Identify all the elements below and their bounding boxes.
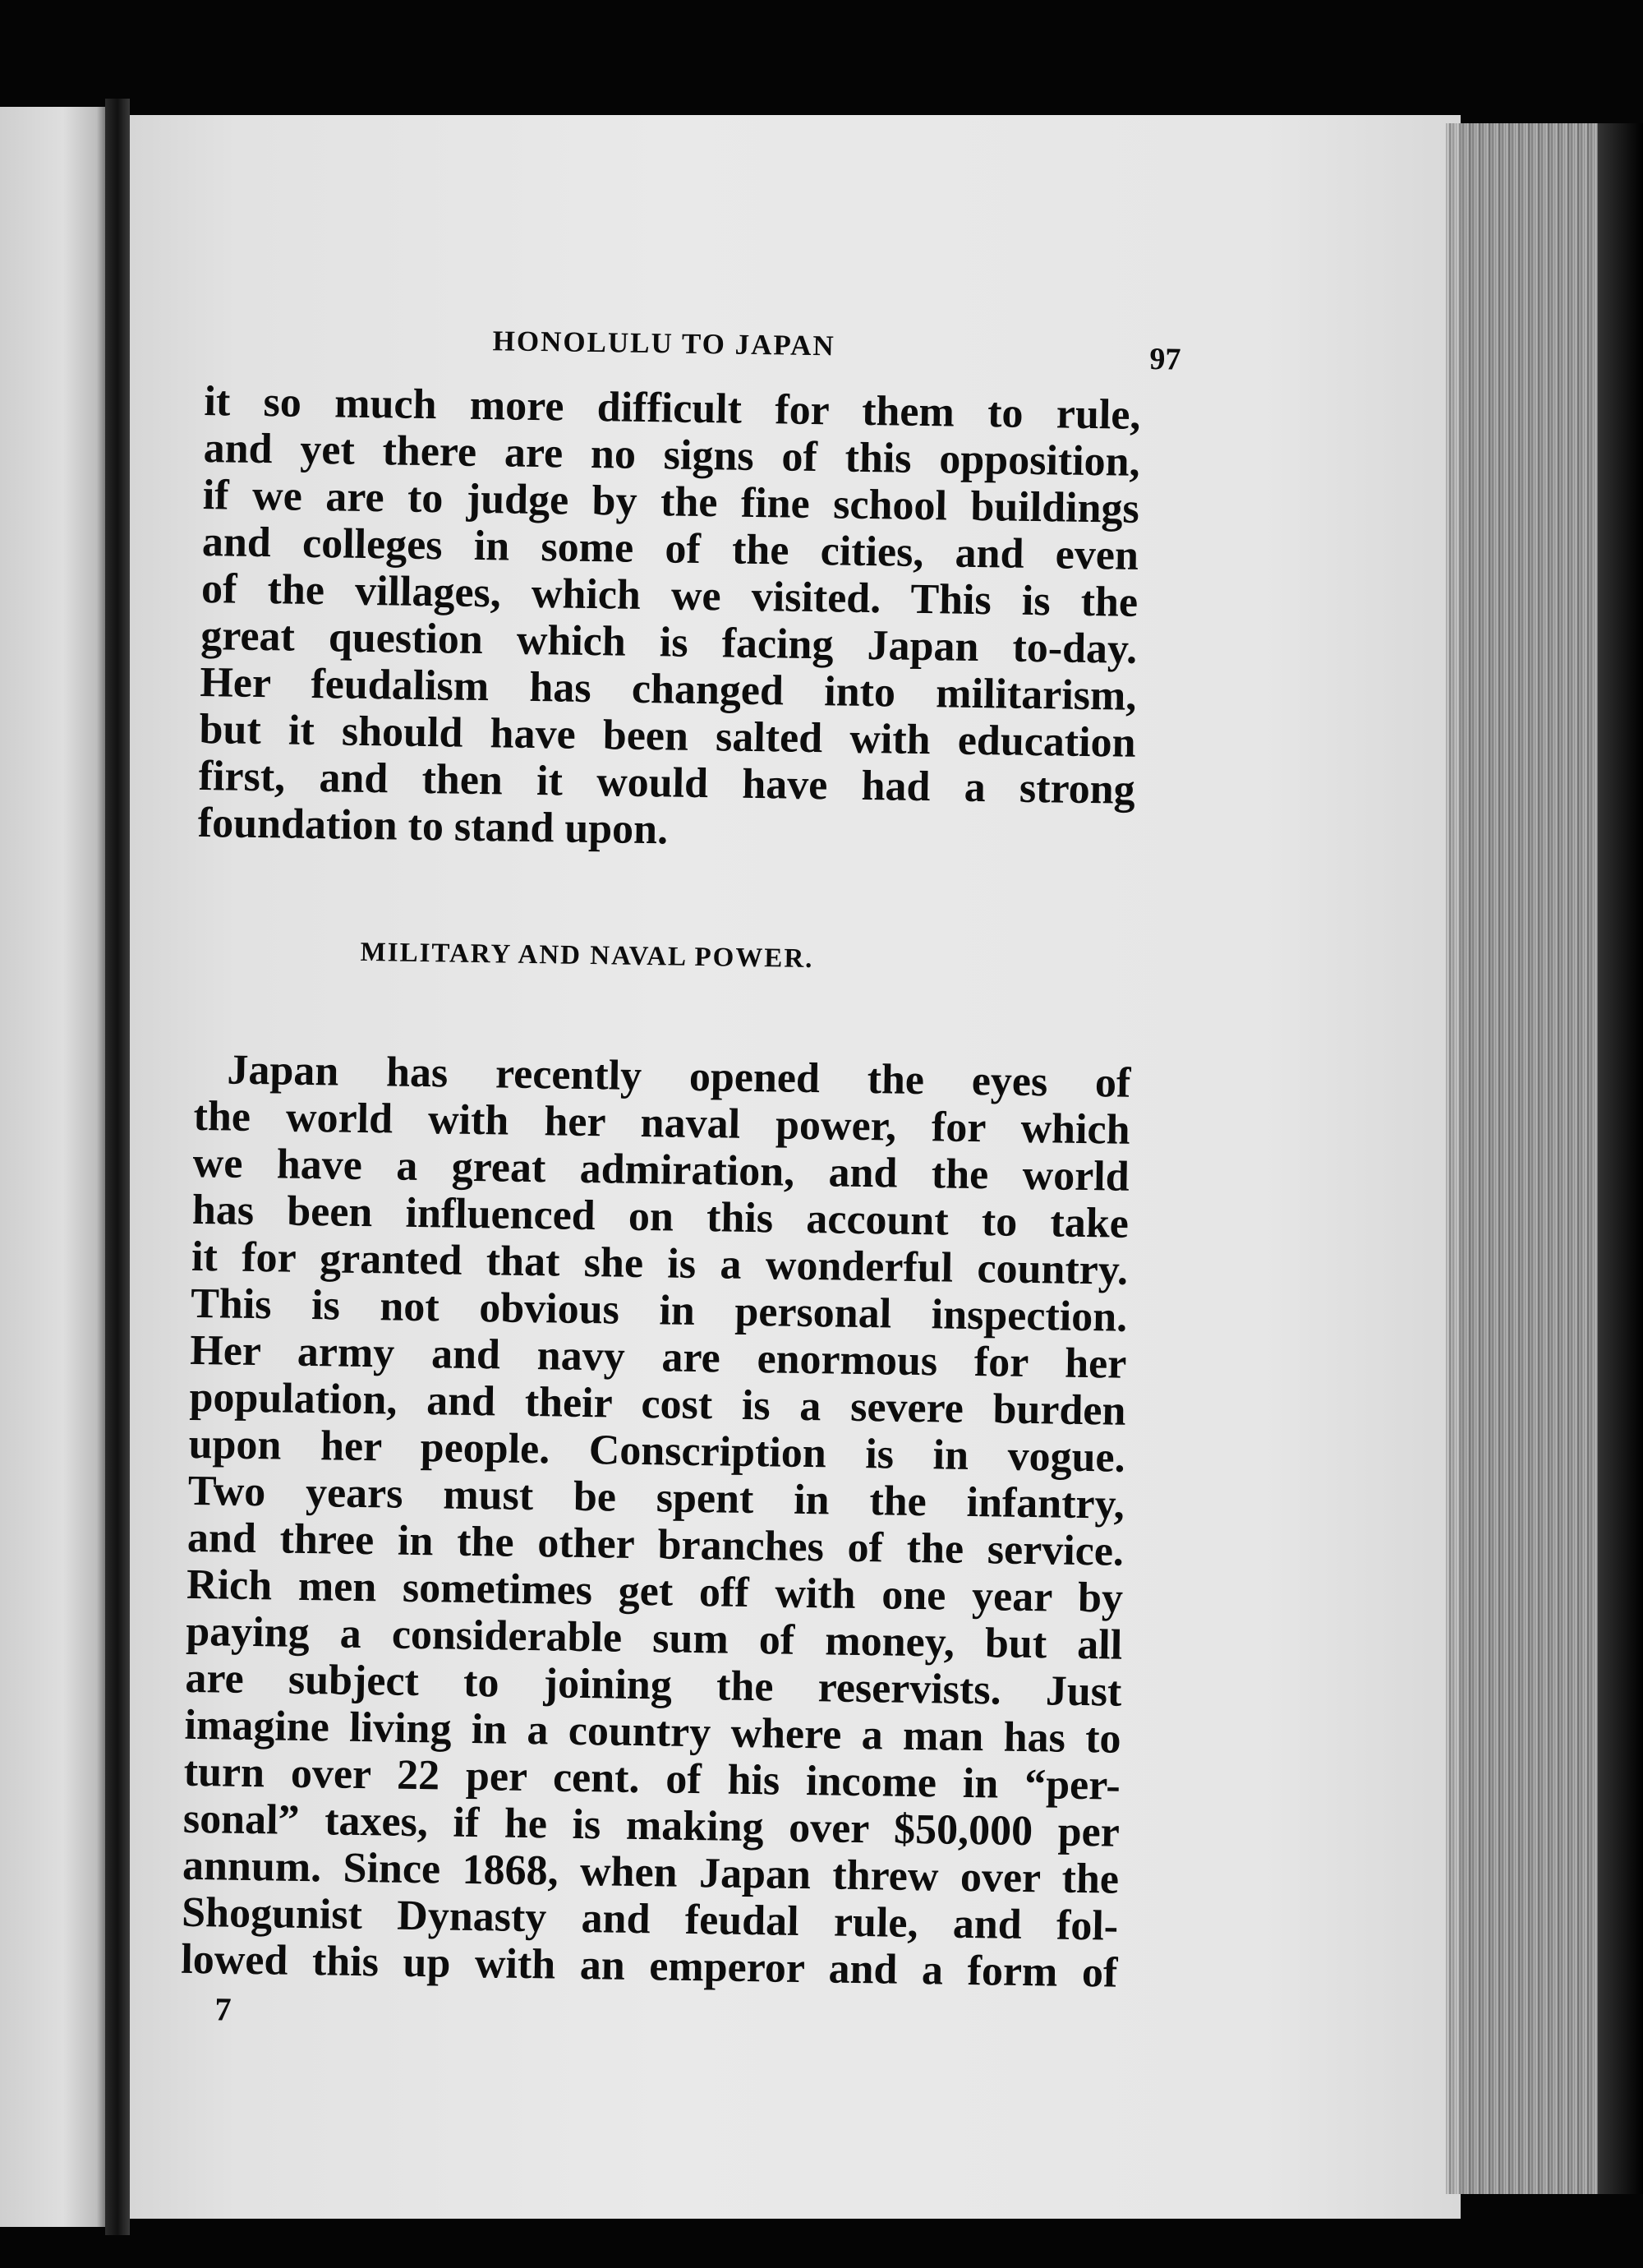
paragraph-1 xyxy=(198,378,1174,860)
text-line: of the villages, which we visited. This is the xyxy=(200,565,1139,626)
text-line: paying a considerable sum of money, but all xyxy=(185,1607,1123,1669)
text-line: and yet there are no signs of this opposition, xyxy=(203,424,1140,486)
text-line: it so much more difficult for them to rule, xyxy=(204,377,1141,439)
text-line: turn over 22 per cent. of his income in “per- xyxy=(183,1748,1121,1809)
page-edges-shadow xyxy=(1598,123,1643,2194)
text-line: but it should have been salted with education xyxy=(199,705,1136,767)
text-line: has been influenced on this account to take xyxy=(191,1186,1130,1247)
text-line: sonal” taxes, if he is making over $50,000 per xyxy=(182,1795,1121,1856)
text-line: Rich men sometimes get off with one year by xyxy=(186,1560,1124,1622)
text-line: Two years must be spent in the infantry, xyxy=(187,1467,1125,1528)
text-line: upon her people. Conscription is in vogue. xyxy=(188,1420,1126,1482)
text-line: This is not obvious in personal inspection. xyxy=(190,1279,1128,1341)
page-text-block xyxy=(180,320,1181,2042)
section-heading: MILITARY AND NAVAL POWER. xyxy=(360,937,814,975)
text-line: and colleges in some of the cities, and even xyxy=(201,518,1139,579)
text-line: imagine living in a country where a man has to xyxy=(184,1701,1121,1763)
text-line: great question which is facing Japan to-day. xyxy=(200,611,1138,673)
text-line: if we are to judge by the fine school buildings xyxy=(202,471,1140,532)
text-line: and three in the other branches of the service. xyxy=(186,1514,1125,1575)
text-line: foundation to stand upon. xyxy=(197,799,669,854)
signature-mark: 7 xyxy=(214,1990,232,2028)
text-line: it for granted that she is a wonderful country. xyxy=(191,1233,1129,1294)
text-line: annum. Since 1868, when Japan threw over the xyxy=(182,1842,1120,1903)
page-edges xyxy=(1446,123,1610,2194)
text-line: the world with her naval power, for which xyxy=(193,1092,1130,1154)
text-line: Shogunist Dynasty and feudal rule, and fol- xyxy=(181,1888,1119,1950)
text-line: are subject to joining the reservists. Just xyxy=(185,1654,1122,1716)
text-line: lowed this up with an emperor and a form of xyxy=(180,1935,1118,1997)
text-line: population, and their cost is a severe burden xyxy=(189,1373,1126,1435)
text-line: Her feudalism has changed into militarism, xyxy=(200,658,1137,720)
text-line: first, and then it would have had a strong xyxy=(198,752,1136,814)
facing-page-edge xyxy=(0,107,105,2227)
text-line: Japan has recently opened the eyes of xyxy=(227,1046,1131,1107)
text-line: Her army and navy are enormous for her xyxy=(189,1326,1127,1388)
running-title: HONOLULU TO JAPAN xyxy=(492,325,836,362)
book-gutter xyxy=(105,99,130,2235)
paragraph-2 xyxy=(181,1046,1164,1997)
text-line: we have a great admiration, and the world xyxy=(192,1139,1130,1201)
page-number: 97 xyxy=(1149,342,1181,377)
